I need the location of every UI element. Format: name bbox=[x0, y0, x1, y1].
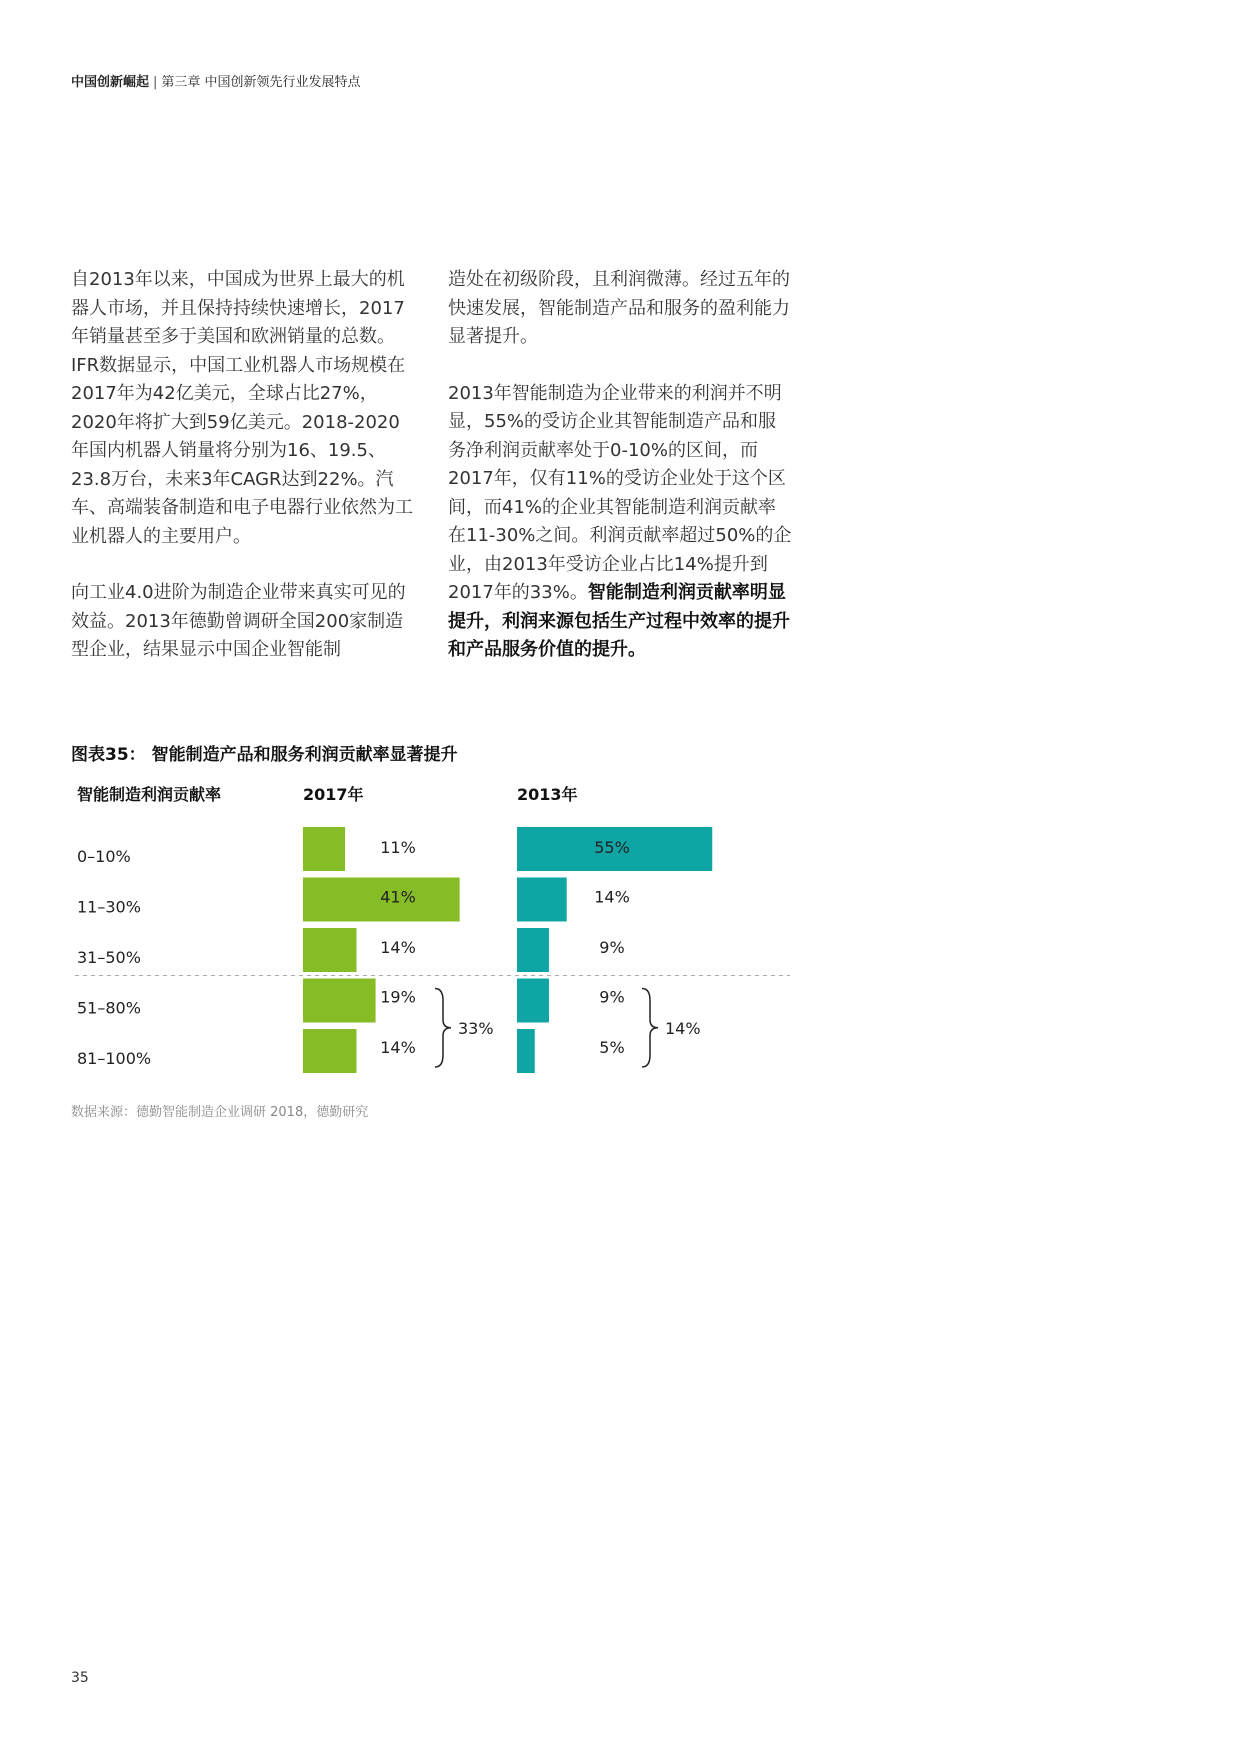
bar-1-1 bbox=[517, 878, 567, 922]
paragraph-industry-4: 向工业4.0进阶为制造企业带来真实可见的效益。2013年德勤曾调研全国200家制造型企业，结果显示中国企业智能制 bbox=[71, 582, 406, 660]
category-label-0: 0–10% bbox=[77, 847, 131, 866]
category-label-3: 51–80% bbox=[77, 998, 141, 1018]
category-header: 智能制造利润贡献率 bbox=[77, 785, 222, 804]
data-label-1-2: 9% bbox=[599, 938, 625, 957]
bar-1-3 bbox=[517, 979, 549, 1023]
paragraph-profit-contribution bbox=[448, 380, 793, 665]
data-label-1-3: 9% bbox=[599, 987, 625, 1007]
body-column-right bbox=[448, 266, 793, 693]
running-header bbox=[71, 71, 361, 90]
data-label-0-2: 14% bbox=[380, 938, 416, 957]
data-label-1-4: 5% bbox=[599, 1038, 625, 1057]
bar-0-3 bbox=[303, 979, 376, 1023]
data-label-1-0: 55% bbox=[594, 838, 630, 857]
header-separator: | bbox=[153, 75, 158, 90]
bar-1-4 bbox=[517, 1029, 535, 1073]
bar-1-2 bbox=[517, 928, 549, 972]
data-label-0-1: 41% bbox=[380, 887, 416, 907]
paragraph-profit-text: 2013年智能制造为企业带来的利润并不明显，55%的受访企业其智能制造产品和服务净利润贡献率处于0-10%的区间，而2017年，仅有11%的受访企业处于这个区间，而41%的企业其智能制造利润贡献率在11-30%之间。利润贡献率超过50%的企业，由2013年受访企业占比14%提升到2017年的33%。 bbox=[448, 382, 792, 603]
group-total-label-0: 33% bbox=[458, 1018, 494, 1038]
data-label-0-3: 19% bbox=[380, 987, 416, 1007]
data-label-0-0: 11% bbox=[380, 838, 416, 857]
bar-0-0 bbox=[303, 827, 345, 871]
bar-0-2 bbox=[303, 928, 356, 972]
profit-contribution-chart bbox=[0, 770, 820, 1090]
data-source: 数据来源：德勤智能制造企业调研 2018，德勤研究 bbox=[71, 1105, 369, 1120]
bar-0-4 bbox=[303, 1029, 356, 1073]
paragraph-robot-market: 自2013年以来，中国成为世界上最大的机器人市场，并且保持持续快速增长，2017年销量甚至多于美国和欧洲销量的总数。IFR数据显示，中国工业机器人市场规模在2017年为42亿美元，全球占比27%， 2020年将扩大到59亿美元。2018-2020年国内机器人销量将分别为16、19.5、23.8万台，未来3年CAGR达到22%。汽车、高端装备制造和电子电器行业依然为工业机器人的主要用户。 bbox=[71, 269, 413, 547]
bracket-1 bbox=[642, 989, 658, 1068]
chapter-title: 第三章 中国创新领先行业发展特点 bbox=[161, 75, 361, 90]
chart-title: 图表35： 智能制造产品和服务利润贡献率显著提升 bbox=[71, 745, 458, 765]
series-header-1: 2013年 bbox=[517, 785, 578, 804]
report-title: 中国创新崛起 bbox=[71, 75, 150, 90]
series-header-0: 2017年 bbox=[303, 785, 364, 804]
body-column-left bbox=[71, 266, 416, 693]
category-label-1: 11–30% bbox=[77, 897, 141, 917]
bracket-0 bbox=[435, 989, 451, 1068]
category-label-4: 81–100% bbox=[77, 1049, 152, 1068]
data-label-1-1: 14% bbox=[594, 887, 630, 907]
page-number: 35 bbox=[71, 1670, 89, 1686]
paragraph-profit-highlight: 智能制造利润贡献率明显提升，利润来源包括生产过程中效率的提升和产品服务价值的提升。 bbox=[448, 582, 790, 660]
data-label-0-4: 14% bbox=[380, 1038, 416, 1057]
category-label-2: 31–50% bbox=[77, 948, 141, 967]
paragraph-profitability: 造处在初级阶段，且利润微薄。经过五年的快速发展，智能制造产品和服务的盈利能力显著提升。 bbox=[448, 269, 790, 347]
group-total-label-1: 14% bbox=[665, 1018, 701, 1038]
